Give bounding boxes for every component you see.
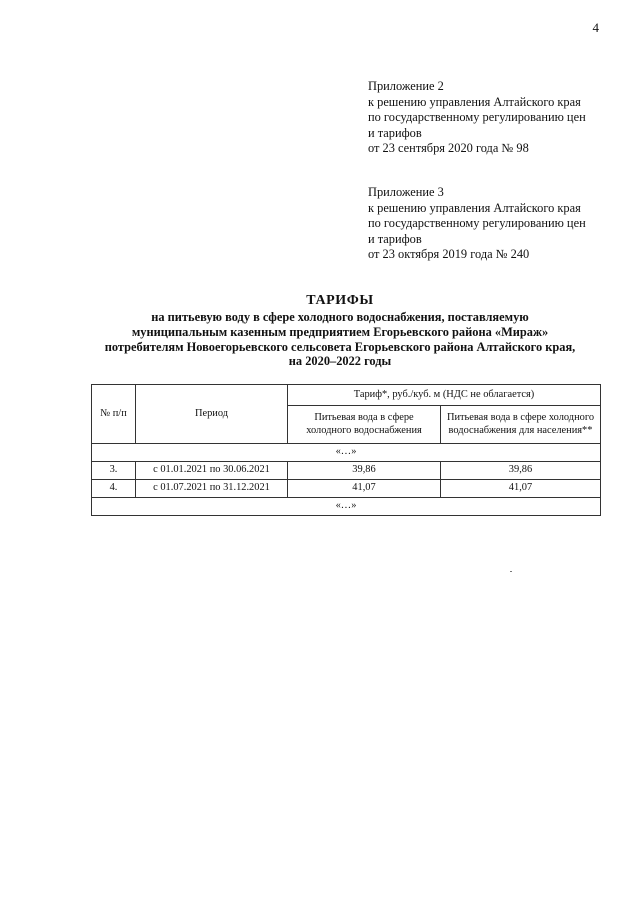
scan-speck <box>510 571 512 572</box>
cell-cold-water: 41,07 <box>288 480 441 498</box>
document-title: ТАРИФЫ <box>306 293 374 308</box>
title-subline: муниципальным казенным предприятием Егорьевского района «Мираж» <box>131 324 549 339</box>
cell-number: 3. <box>92 462 136 480</box>
title-subline: потребителям Новоегорьевского сельсовета Егорьевского района Алтайского края, <box>104 339 576 354</box>
appendix-2-block <box>368 79 618 157</box>
ellipsis-bottom: «…» <box>92 498 601 516</box>
header-tariff-population: Питьевая вода в сфере холодного водоснабжения для населения** <box>441 406 601 444</box>
table-row <box>92 462 601 480</box>
header-tariff-group: Тариф*, руб./куб. м (НДС не облагается) <box>288 385 601 406</box>
appendix-3-block <box>368 185 618 263</box>
title-subline: на 2020–2022 годы <box>288 354 392 369</box>
table-ellipsis-row <box>92 444 601 462</box>
table-header-row <box>92 385 601 406</box>
cell-population: 39,86 <box>441 462 601 480</box>
cell-cold-water: 39,86 <box>288 462 441 480</box>
appendix-3-line: и тарифов <box>368 231 422 246</box>
header-number: № п/п <box>92 385 136 444</box>
cell-period: с 01.01.2021 по 30.06.2021 <box>136 462 288 480</box>
appendix-2-line: к решению управления Алтайского края <box>368 94 581 109</box>
cell-period: с 01.07.2021 по 31.12.2021 <box>136 480 288 498</box>
appendix-2-line: Приложение 2 <box>368 79 444 93</box>
cell-number: 4. <box>92 480 136 498</box>
table-row <box>92 480 601 498</box>
tariff-table <box>91 384 601 516</box>
appendix-3-line: к решению управления Алтайского края <box>368 200 581 215</box>
appendix-2-line: от 23 сентября 2020 года № 98 <box>368 141 529 156</box>
appendix-3-line: по государственному регулированию цен <box>368 216 586 231</box>
page-number: 4 <box>592 20 599 35</box>
header-period: Период <box>136 385 288 444</box>
ellipsis-top: «…» <box>92 444 601 462</box>
appendix-3-line: от 23 октября 2019 года № 240 <box>368 247 530 262</box>
header-tariff-cold-water: Питьевая вода в сфере холодного водоснабжения <box>288 406 441 444</box>
cell-population: 41,07 <box>441 480 601 498</box>
appendix-2-line: по государственному регулированию цен <box>368 110 586 125</box>
document-title-block <box>80 292 600 369</box>
appendix-2-line: и тарифов <box>368 125 422 140</box>
title-subline: на питьевую воду в сфере холодного водоснабжения, поставляемую <box>151 310 529 324</box>
table-ellipsis-row <box>92 498 601 516</box>
appendix-3-line: Приложение 3 <box>368 185 444 199</box>
